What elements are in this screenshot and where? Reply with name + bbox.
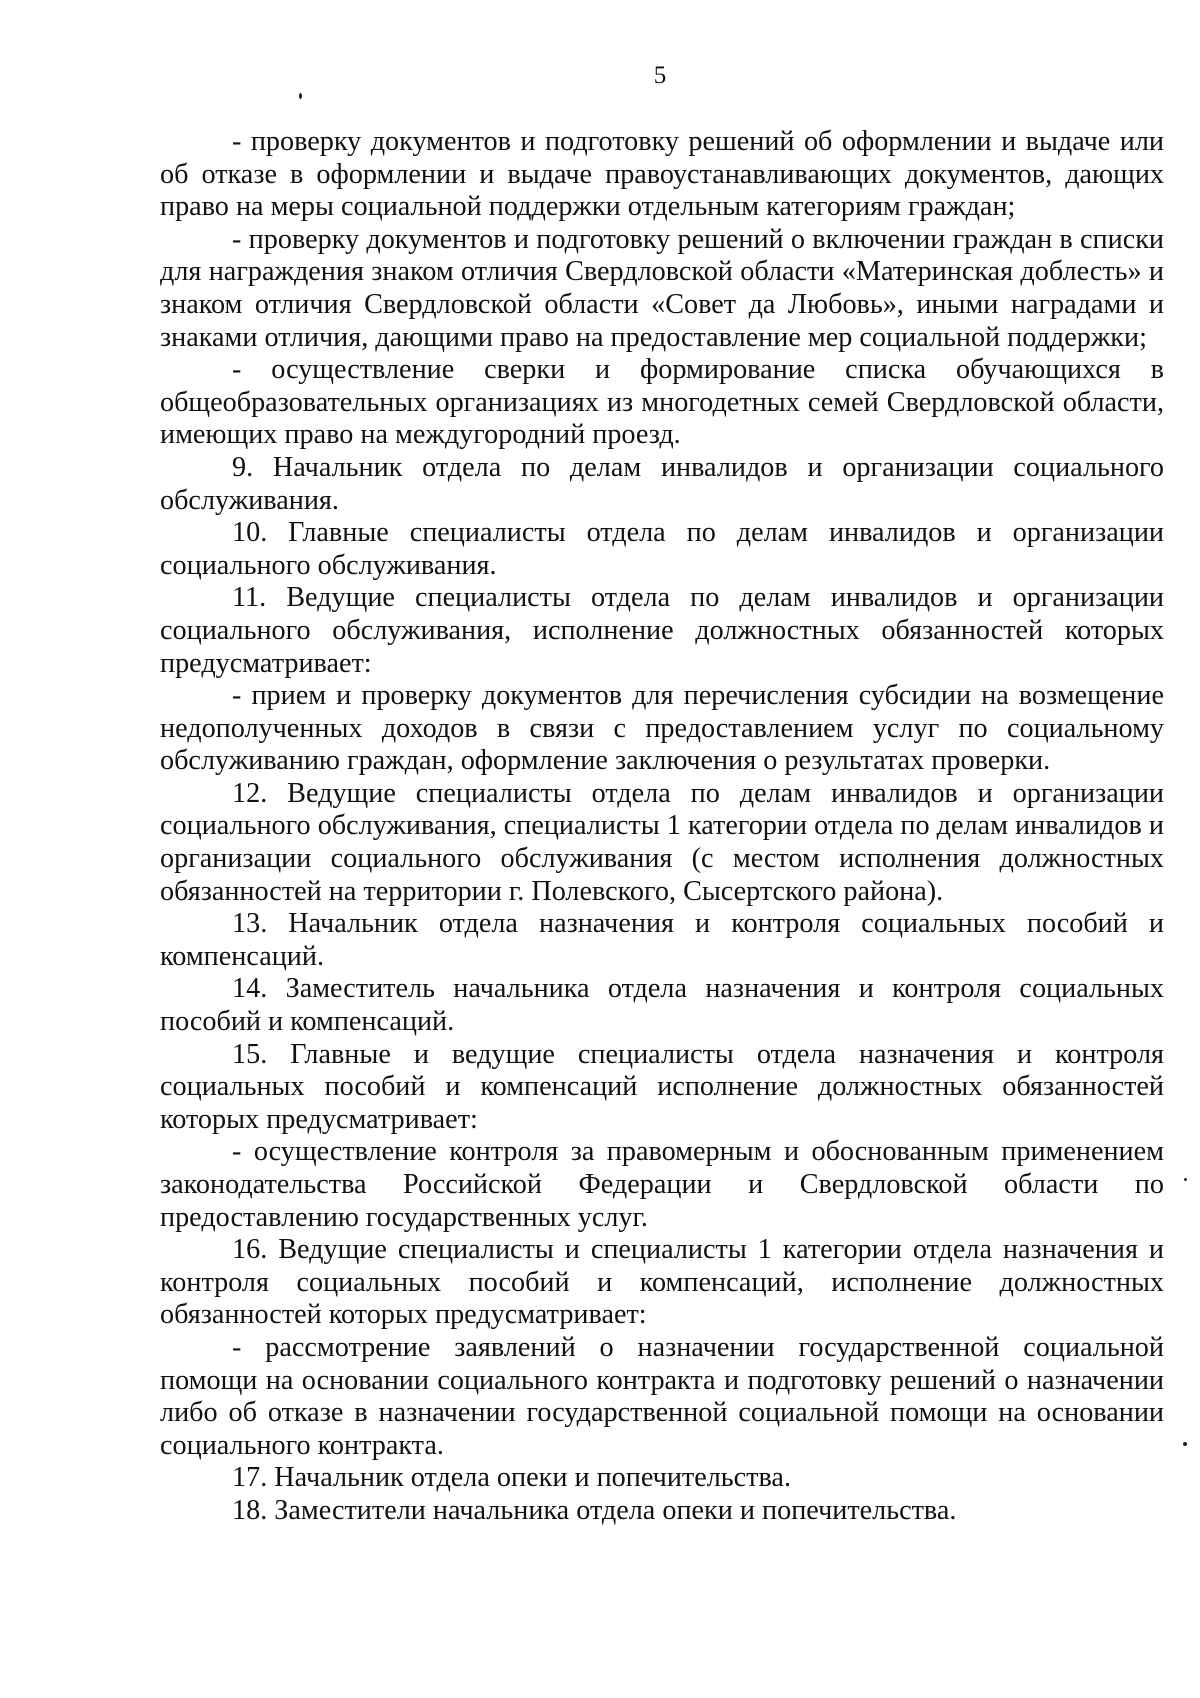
- paragraph-awards-lists: - проверку документов и подготовку решений о включении граждан в списки для награждения знаком отличия Свердловской области «Материнская доблесть» и знаком отличия Свердловской области «Совет да Любовь», иными наградами и знаками отличия, дающими право на предоставление мер социальной поддержки;: [160, 223, 1164, 353]
- scan-speck-right-2: [1183, 1442, 1187, 1446]
- paragraph-students-travel: - осуществление сверки и формирование списка обучающихся в общеобразовательных организациях из многодетных семей Свердловской области, имеющих право на междугородний проезд.: [160, 354, 1164, 451]
- paragraph-item-10: 10. Главные специалисты отдела по делам инвалидов и организации социального обслуживания.: [160, 517, 1164, 581]
- scan-speck-right-1: [1184, 1178, 1187, 1181]
- document-body: [160, 126, 1164, 1528]
- paragraph-item-18: 18. Заместители начальника отдела опеки и попечительства.: [232, 1494, 957, 1526]
- paragraph-item-16: 16. Ведущие специалисты и специалисты 1 категории отдела назначения и контроля социальных пособий и компенсаций, исполнение должностных обязанностей которых предусматривает:: [160, 1234, 1164, 1331]
- paragraph-subsidy-check: - прием и проверку документов для перечисления субсидии на возмещение недополученных доходов в связи с предоставлением услуг по социальному обслуживанию граждан, оформление заключения о результатах проверки.: [160, 680, 1164, 777]
- paragraph-item-14: 14. Заместитель начальника отдела назначения и контроля социальных пособий и компенсаций.: [160, 973, 1164, 1038]
- scan-speck-top: [299, 93, 302, 99]
- paragraph-item-11: 11. Ведущие специалисты отдела по делам инвалидов и организации социального обслуживания, исполнение должностных обязанностей которых предусматривает:: [160, 582, 1164, 679]
- paragraph-item-17: 17. Начальник отдела опеки и попечительства.: [232, 1462, 791, 1494]
- paragraph-item-13: 13. Начальник отдела назначения и контроля социальных пособий и компенсаций.: [160, 908, 1164, 972]
- paragraph-legislation-control: - осуществление контроля за правомерным и обоснованным применением законодательства Российской Федерации и Свердловской области по предоставлению государственных услуг.: [160, 1136, 1164, 1233]
- paragraph-item-12: 12. Ведущие специалисты отдела по делам инвалидов и организации социального обслуживания, специалисты 1 категории отдела по делам инвалидов и организации социального обслуживания (с местом исполнения должностных обязанностей на территории г. Полевского, Сысертского района).: [160, 777, 1164, 907]
- paragraph-check-documents: - проверку документов и подготовку решений об оформлении и выдаче или об отказе в оформлении и выдаче правоустанавливающих документов, дающих право на меры социальной поддержки отдельным категориям граждан;: [160, 126, 1164, 223]
- paragraph-item-15: 15. Главные и ведущие специалисты отдела назначения и контроля социальных пособий и компенсаций исполнение должностных обязанностей которых предусматривает:: [160, 1038, 1164, 1135]
- page-number: 5: [653, 62, 667, 89]
- paragraph-item-9: 9. Начальник отдела по делам инвалидов и организации социального обслуживания.: [160, 451, 1164, 516]
- paragraph-social-contract: - рассмотрение заявлений о назначении государственной социальной помощи на основании социального контракта и подготовку решений о назначении либо об отказе в назначении государственной социальной помощи на основании социального контракта.: [160, 1331, 1164, 1461]
